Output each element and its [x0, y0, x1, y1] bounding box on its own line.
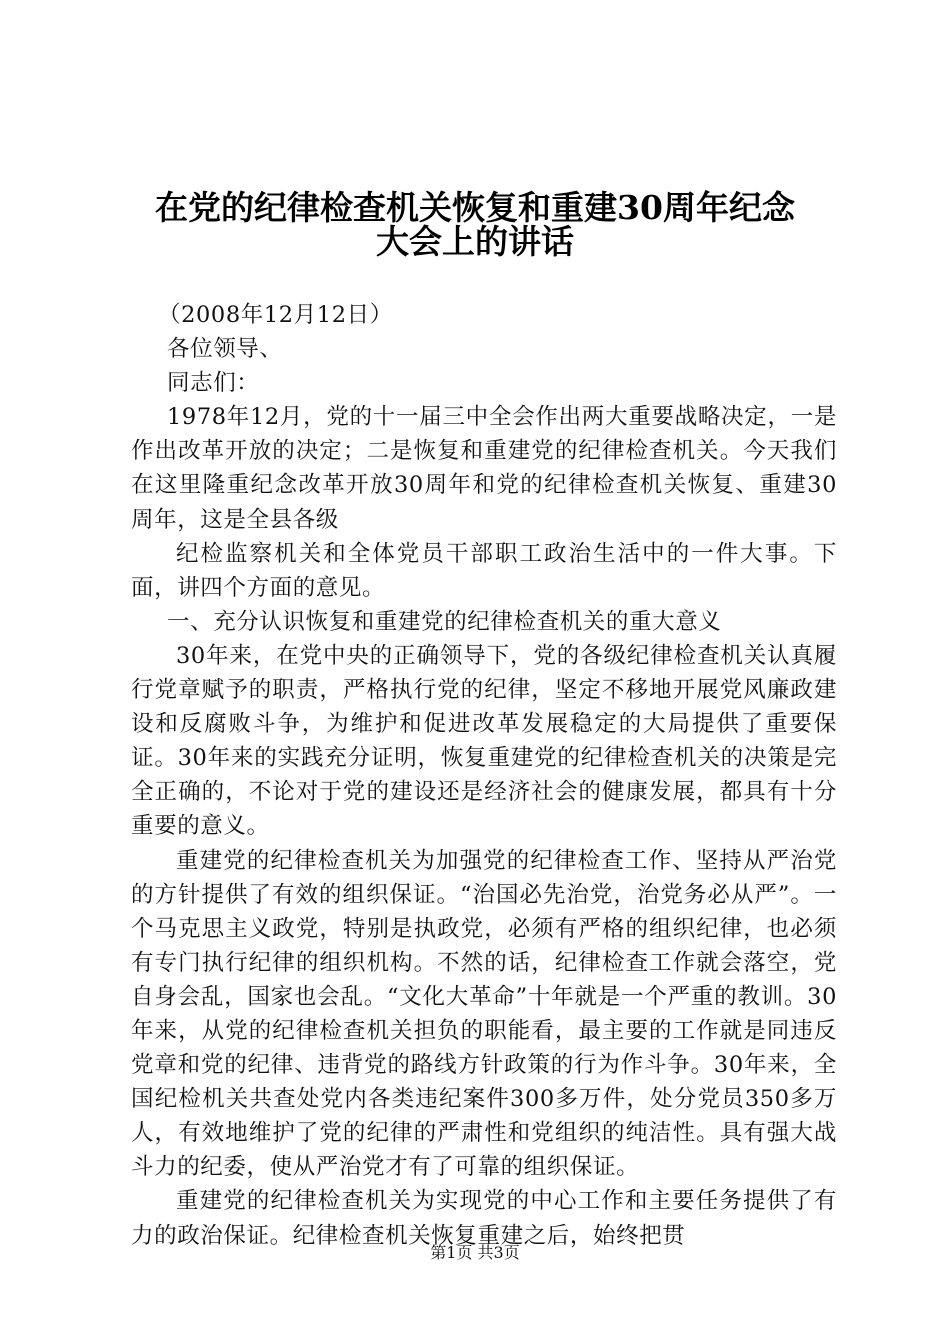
speech-date: （2008年12月12日） [158, 302, 393, 328]
paragraph: 1978年12月，党的十一届三中全会作出两大重要战略决定，一是作出改革开放的决定；二是恢复和重建党的纪律检查机关。今天我们在这里隆重纪念改革开放30周年和党的纪律检查机关恢复、重建30周年，这是全县各级 [131, 404, 837, 533]
salutation-leaders: 各位领导、 [167, 336, 283, 363]
paragraph: 重建党的纪律检查机关为加强党的纪律检查工作、坚持从严治党的方针提供了有效的组织保证。“治国必先治党，治党务必从严”。一个马克思主义政党，特别是执政党，必须有严格的组织纪律，也必须有专门执行纪律的组织机构。不然的话，纪律检查工作就会落空，党自身会乱，国家也会乱。“文化大革命”十年就是一个严重的教训。30年来，从党的纪律检查机关担负的职能看，最主要的工作就是同违反党章和党的纪律、违背党的路线方针政策的行为作斗争。30年来，全国纪检机关共查处党内各类违纪案件300多万件，处分党员350多万人，有效地维护了党的纪律的严肃性和党组织的纯洁性。具有强大战斗力的纪委，使从严治党才有了可靠的组织保证。 [131, 847, 837, 1181]
section-heading: 一、充分认识恢复和重建党的纪律检查机关的重大意义 [167, 608, 722, 635]
document-title-line-1: 在党的纪律检查机关恢复和重建30周年纪念 [155, 188, 795, 227]
page-number-footer: 第1页 共3页 [430, 1243, 520, 1262]
document-title-line-2: 大会上的讲话 [376, 222, 574, 261]
paragraph: 纪检监察机关和全体党员干部职工政治生活中的一件大事。下面，讲四个方面的意见。 [131, 540, 837, 601]
salutation-comrades: 同志们： [167, 370, 260, 397]
paragraph: 重建党的纪律检查机关为实现党的中心工作和主要任务提供了有力的政治保证。纪律检查机关恢复重建之后，始终把贯 [131, 1188, 837, 1249]
document-body [131, 298, 837, 1253]
paragraph: 30年来，在党中央的正确领导下，党的各级纪律检查机关认真履行党章赋予的职责，严格执行党的纪律，坚定不移地开展党风廉政建设和反腐败斗争，为维护和促进改革发展稳定的大局提供了重要保证。30年来的实践充分证明，恢复重建党的纪律检查机关的决策是完全正确的，不论对于党的建设还是经济社会的健康发展，都具有十分重要的意义。 [131, 642, 837, 840]
